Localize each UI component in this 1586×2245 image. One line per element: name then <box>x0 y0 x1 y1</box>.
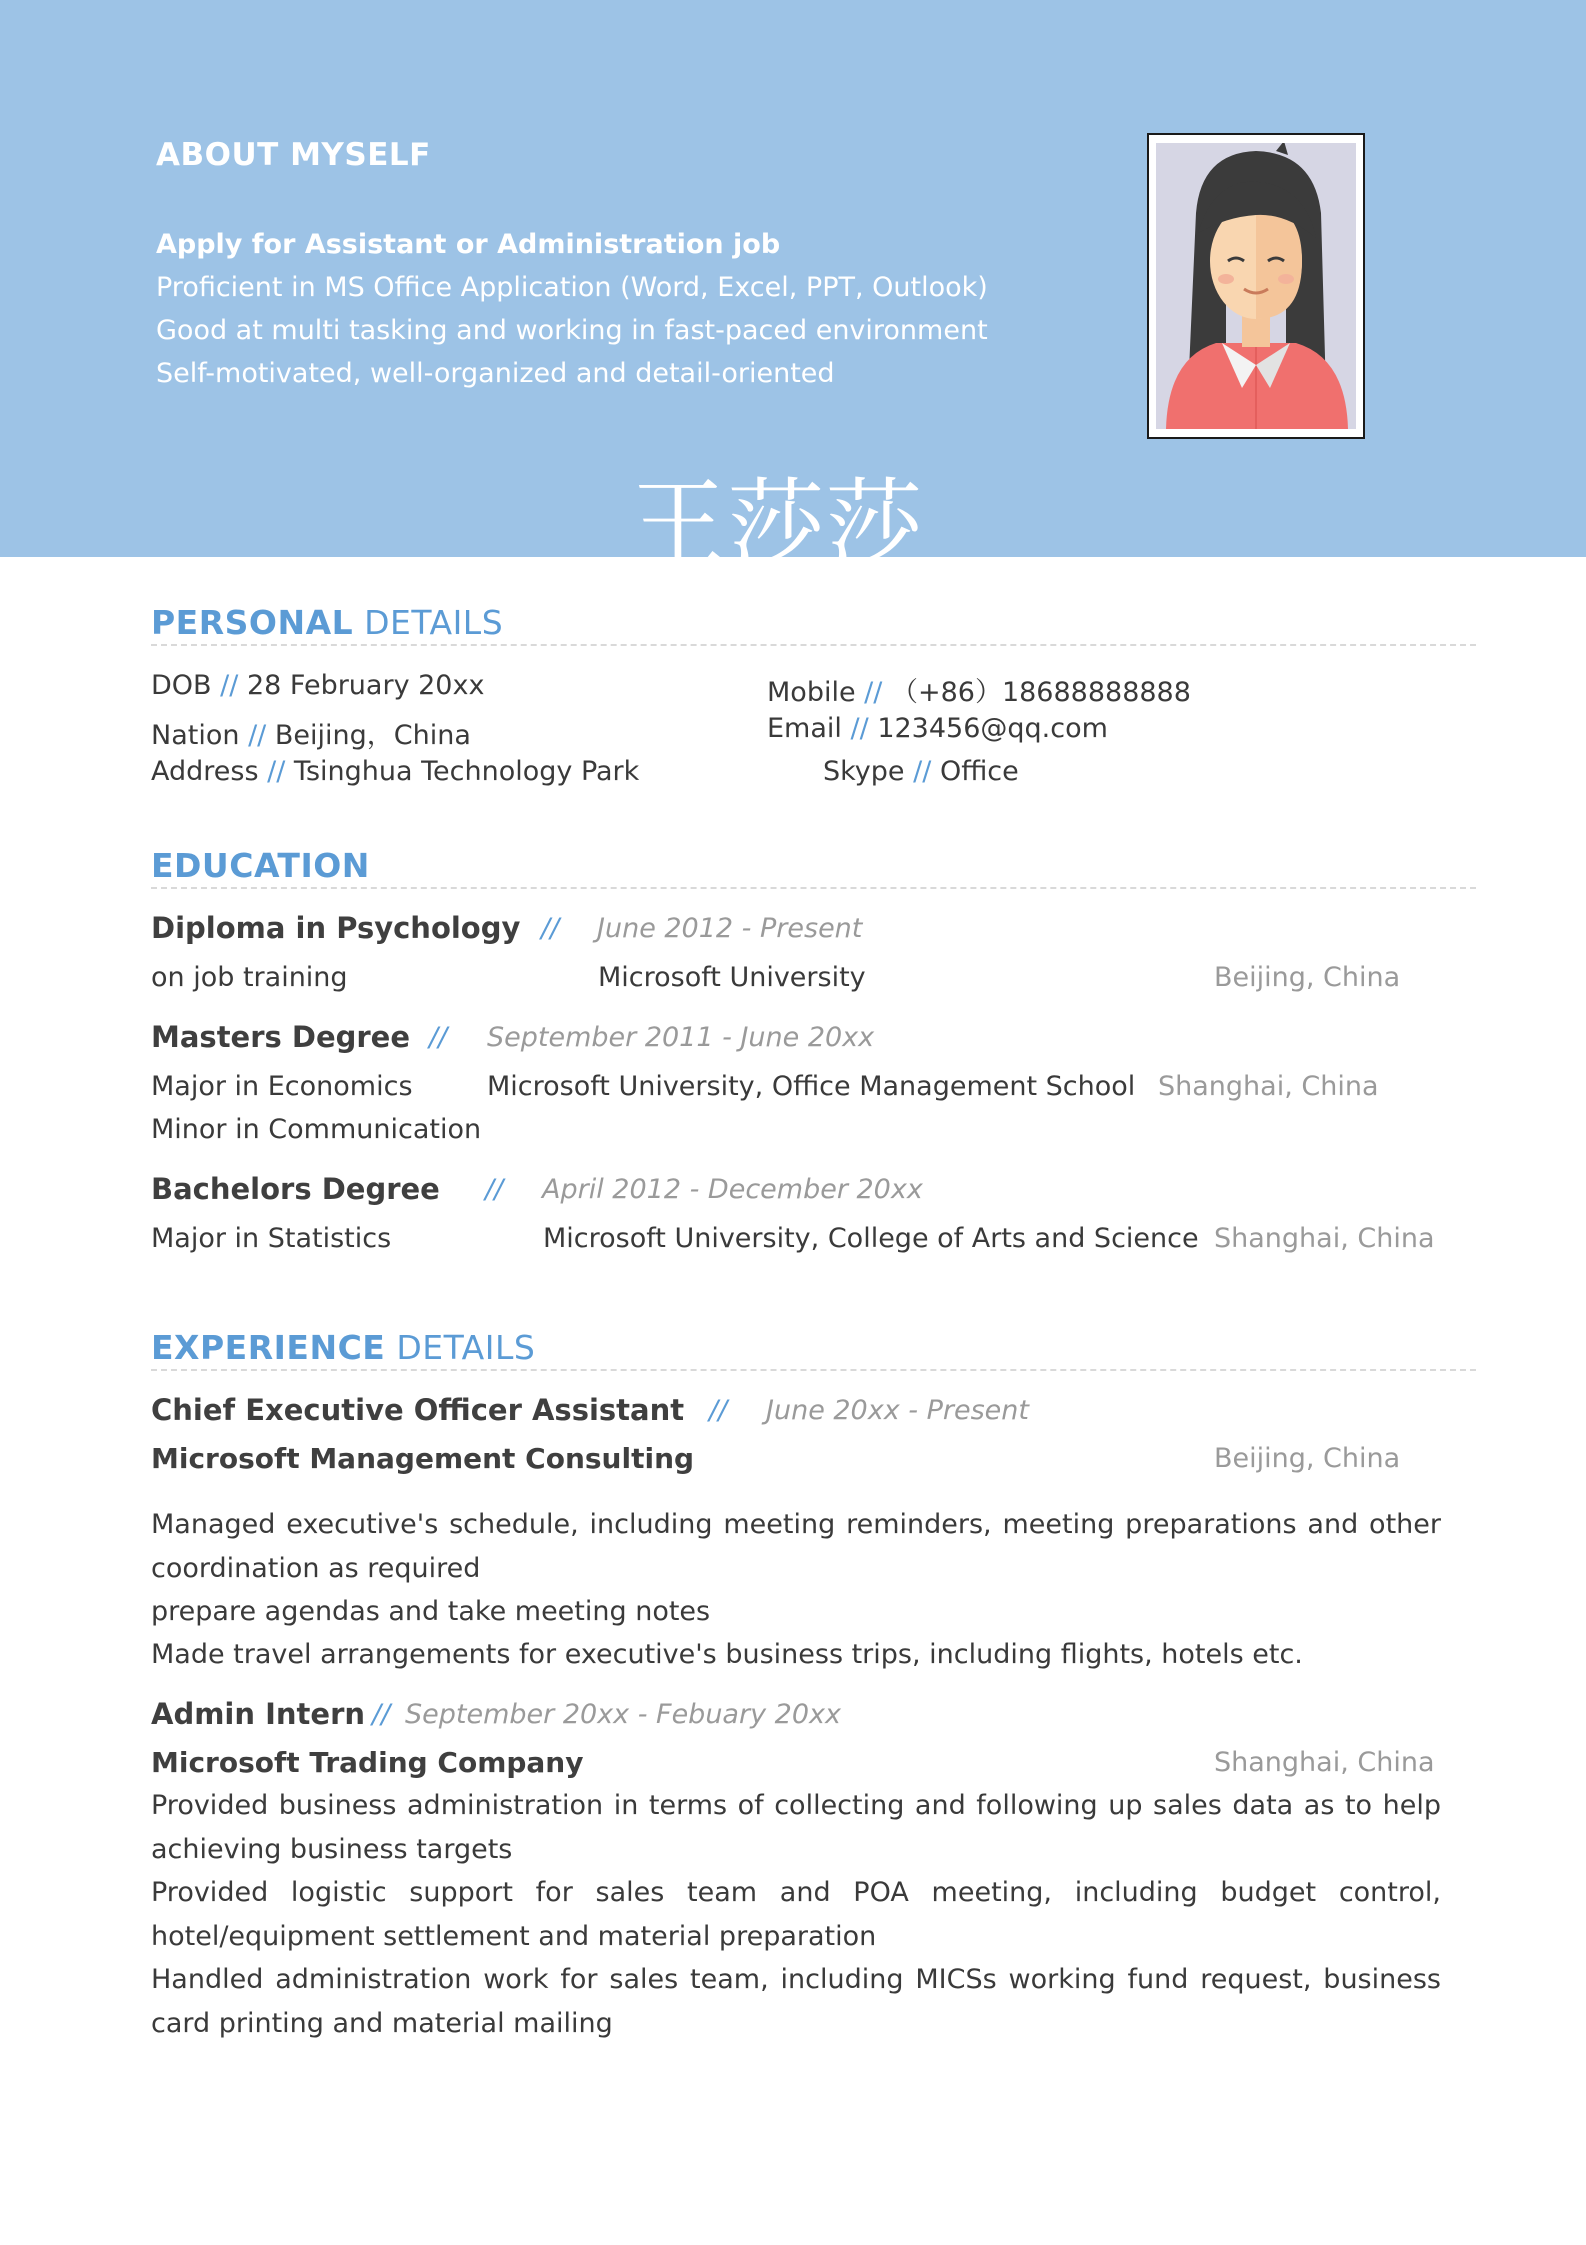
email-label: Email <box>767 713 842 744</box>
separator: // <box>220 670 239 701</box>
address-value: Tsinghua Technology Park <box>293 756 640 787</box>
degree-date: June 2012 - Present <box>597 913 863 944</box>
separator: // <box>248 720 267 751</box>
degree-title: Masters Degree <box>151 1020 411 1054</box>
dob-label: DOB <box>151 670 212 701</box>
job-bullet: Provided business administration in terms of collecting and following up sales data as to help achieving business targets <box>151 1790 1441 1865</box>
separator: // <box>267 756 286 787</box>
degree-detail: Major in Statistics <box>151 1223 392 1254</box>
mobile-label: Mobile <box>767 677 856 708</box>
mobile-value: （+86）18688888888 <box>890 677 1191 708</box>
dob-value: 28 February 20xx <box>246 670 485 701</box>
about-line: Proficient in MS Office Application (Word, Excel, PPT, Outlook) <box>156 272 988 303</box>
degree-location: Shanghai, China <box>1158 1071 1379 1102</box>
about-line: Good at multi tasking and working in fast-paced environment <box>156 315 988 346</box>
experience-section-title <box>151 1328 535 1367</box>
degree-detail: on job training <box>151 962 348 993</box>
about-title: ABOUT MYSELF <box>156 137 431 173</box>
degree-date: September 2011 - June 20xx <box>487 1022 875 1053</box>
separator: // <box>485 1174 504 1205</box>
section-divider <box>151 644 1476 646</box>
separator: // <box>913 756 932 787</box>
separator: // <box>372 1699 391 1730</box>
degree-location: Shanghai, China <box>1214 1223 1435 1254</box>
section-title-light: DETAILS <box>353 603 504 642</box>
degree-location: Beijing, China <box>1214 962 1401 993</box>
job-bullet: Made travel arrangements for executive's business trips, including flights, hotels etc. <box>151 1639 1303 1670</box>
section-divider <box>151 1369 1476 1371</box>
skype-value: Office <box>939 756 1019 787</box>
section-title-strong: EXPERIENCE <box>151 1328 386 1367</box>
skype-row <box>823 756 1019 787</box>
email-row <box>767 713 1108 744</box>
nation-label: Nation <box>151 720 240 751</box>
separator: // <box>709 1395 728 1426</box>
section-title-strong: EDUCATION <box>151 846 370 885</box>
degree-detail: Major in Economics <box>151 1071 413 1102</box>
degree-school: Microsoft University <box>598 962 866 993</box>
profile-photo <box>1147 133 1365 439</box>
address-label: Address <box>151 756 259 787</box>
mobile-row <box>767 670 1191 709</box>
separator: // <box>864 677 883 708</box>
address-row <box>151 756 639 787</box>
degree-detail: Minor in Communication <box>151 1114 482 1145</box>
degree-school: Microsoft University, College of Arts and Science <box>543 1223 1199 1254</box>
degree-title: Diploma in Psychology <box>151 911 521 945</box>
section-title-light: DETAILS <box>385 1328 536 1367</box>
job-company: Microsoft Management Consulting <box>151 1442 695 1475</box>
job-role: Admin Intern <box>151 1697 366 1731</box>
job-location: Shanghai, China <box>1214 1747 1435 1778</box>
degree-school: Microsoft University, Office Management School <box>487 1071 1136 1102</box>
education-section-title <box>151 846 370 885</box>
job-bullet: prepare agendas and take meeting notes <box>151 1596 711 1627</box>
degree-date: April 2012 - December 20xx <box>542 1174 923 1205</box>
degree-title: Bachelors Degree <box>151 1172 440 1206</box>
job-location: Beijing, China <box>1214 1443 1401 1474</box>
avatar-illustration <box>1156 143 1356 429</box>
about-line: Self-motivated, well-organized and detail-oriented <box>156 358 835 389</box>
email-value: 123456@qq.com <box>877 713 1108 744</box>
job-bullet: Managed executive's schedule, including meeting reminders, meeting preparations and other coordination as required <box>151 1509 1441 1584</box>
separator: // <box>850 713 869 744</box>
job-bullet: Handled administration work for sales team, including MICSs working fund request, business card printing and material mailing <box>151 1964 1441 2039</box>
skype-label: Skype <box>823 756 905 787</box>
separator: // <box>541 913 560 944</box>
separator: // <box>429 1022 448 1053</box>
job-bullet: Provided logistic support for sales team and POA meeting, including budget control, hotel/equipment settlement and material preparation <box>151 1877 1441 1952</box>
nation-value: Beijing，China <box>274 720 471 751</box>
section-divider <box>151 887 1476 889</box>
job-company: Microsoft Trading Company <box>151 1746 584 1779</box>
job-role: Chief Executive Officer Assistant <box>151 1393 685 1427</box>
job-date: September 20xx - Febuary 20xx <box>405 1699 841 1730</box>
candidate-name: 王莎莎 <box>630 468 924 580</box>
personal-section-title <box>151 603 503 642</box>
job-date: June 20xx - Present <box>766 1395 1029 1426</box>
section-title-strong: PERSONAL <box>151 603 354 642</box>
dob-row <box>151 670 484 701</box>
nation-row <box>151 713 471 752</box>
about-objective: Apply for Assistant or Administration job <box>156 229 781 260</box>
